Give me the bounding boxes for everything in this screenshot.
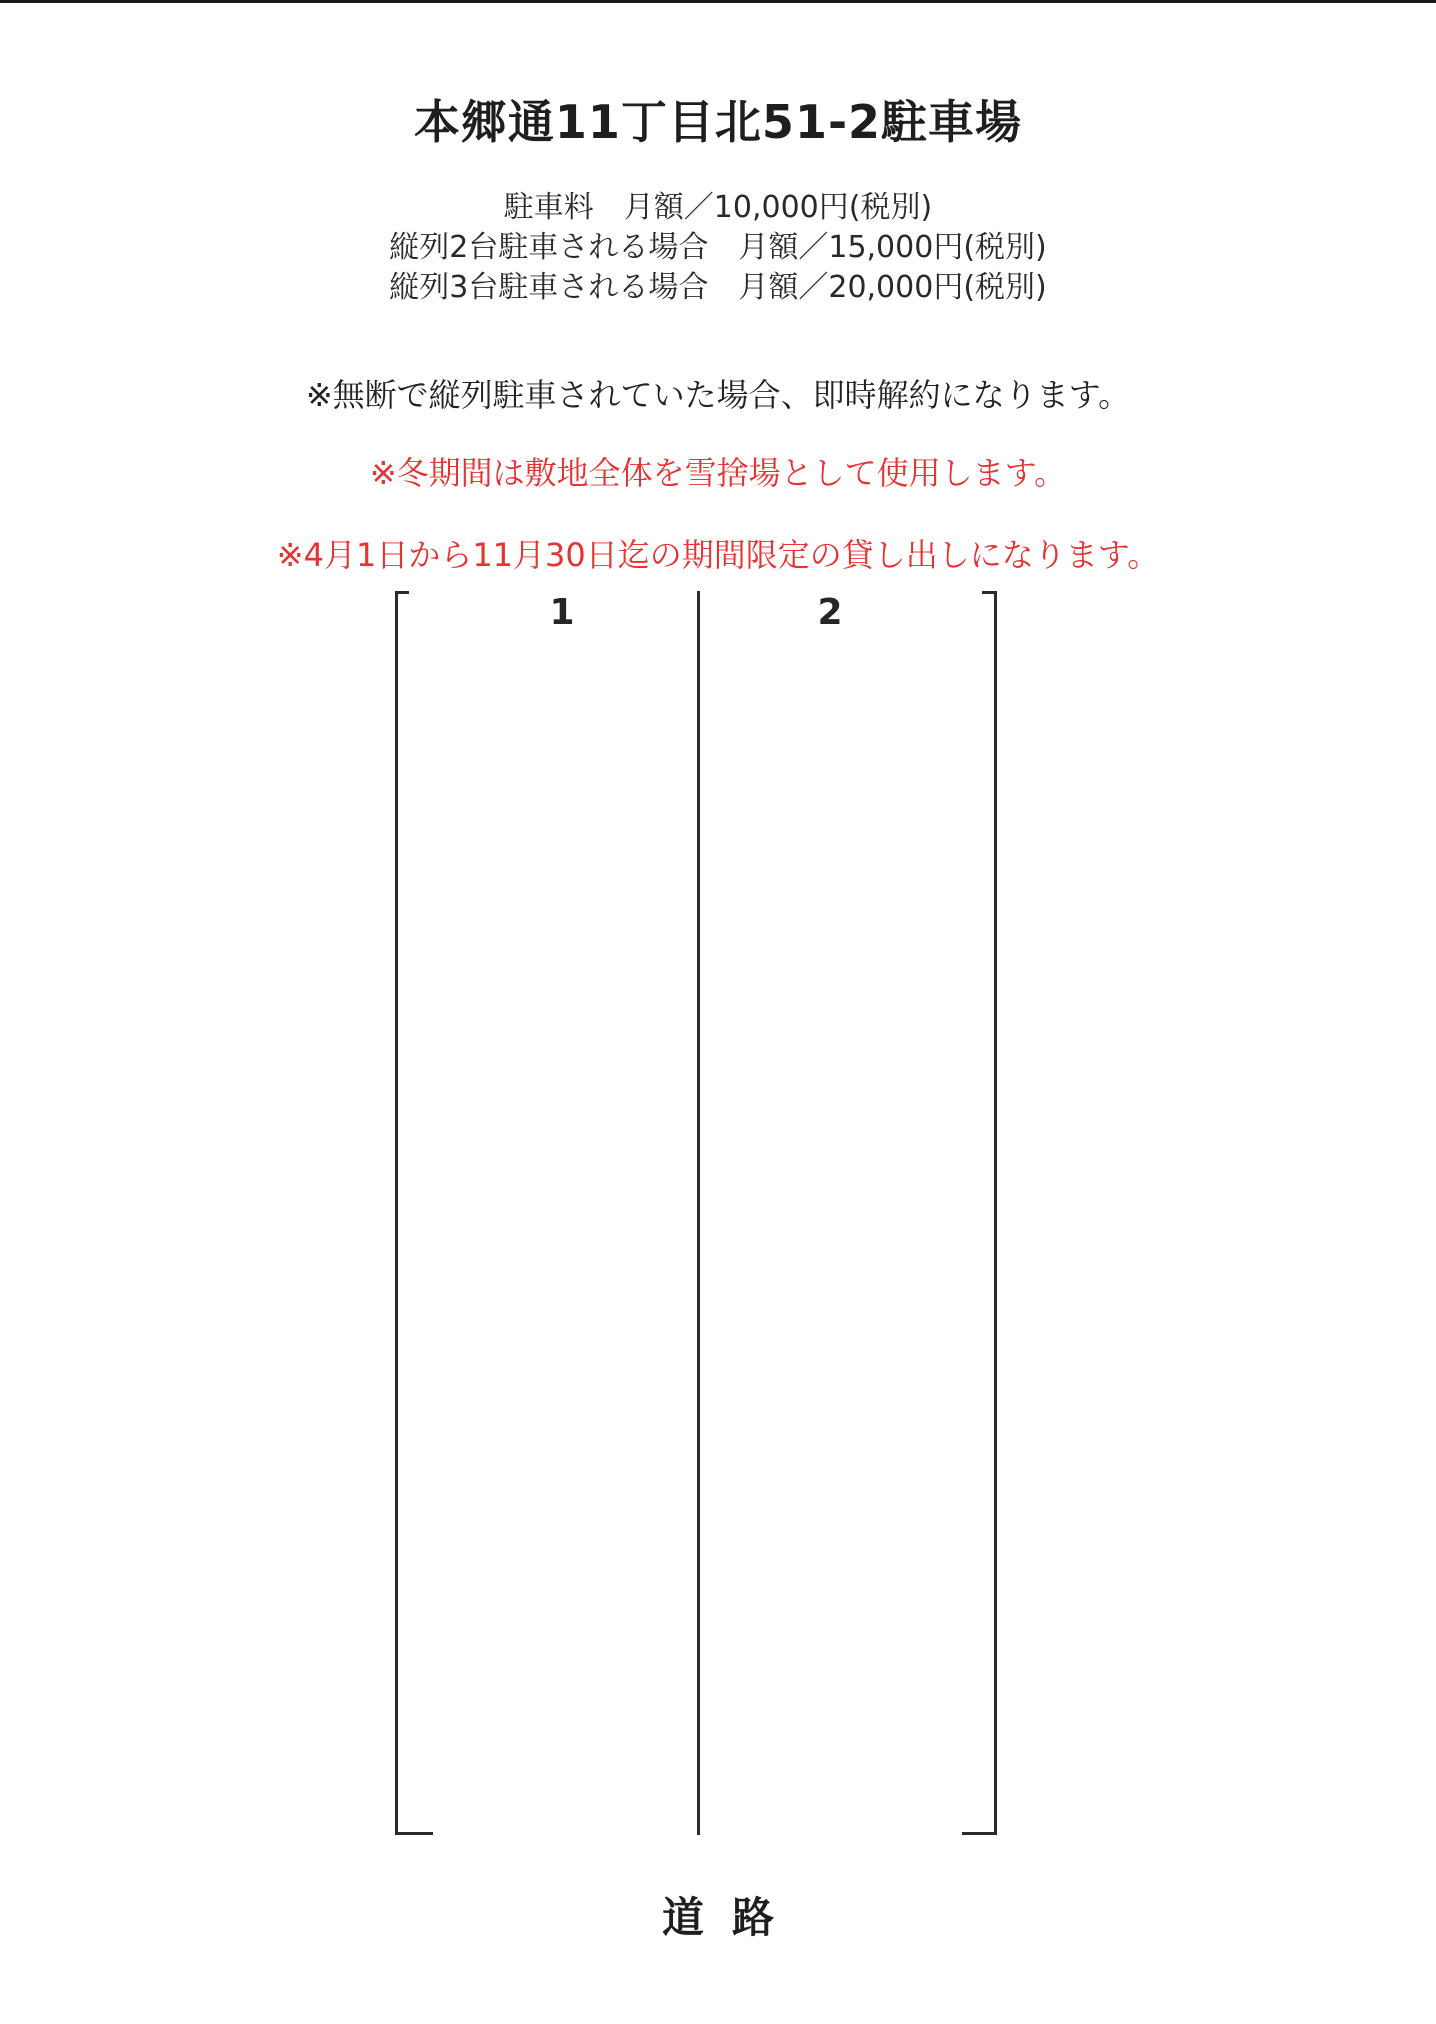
lot-left-top-tick — [395, 591, 409, 594]
lot-left-wall — [395, 591, 398, 1835]
fee-standard: 駐車料 月額／10,000円(税別) — [503, 190, 933, 225]
fee-list — [0, 188, 1436, 308]
lot-right-wall — [994, 591, 997, 1835]
lot-center-divider — [697, 591, 700, 1835]
notice-unauthorized-parking: ※無断で縦列駐車されていた場合、即時解約になります。 — [305, 376, 1131, 414]
notice-rental-period: ※4月1日から11月30日迄の期間限定の貸し出しになります。 — [276, 536, 1160, 574]
lot-right-bottom-tick — [962, 1832, 997, 1835]
lot-left-bottom-tick — [395, 1832, 433, 1835]
space-label-1: 1 — [549, 592, 575, 633]
fee-two-cars: 縦列2台駐車される場合 月額／15,000円(税別) — [389, 230, 1047, 265]
road-label: 道路 — [661, 1893, 802, 1942]
fee-three-cars: 縦列3台駐車される場合 月額／20,000円(税別) — [389, 270, 1047, 305]
notice-winter-snow-dump: ※冬期間は敷地全体を雪捨場として使用します。 — [369, 454, 1067, 492]
lot-right-top-tick — [982, 591, 997, 594]
page-title: 本郷通11丁目北51-2駐車場 — [413, 95, 1023, 149]
space-label-2: 2 — [817, 592, 843, 633]
page-top-edge — [0, 0, 1436, 3]
